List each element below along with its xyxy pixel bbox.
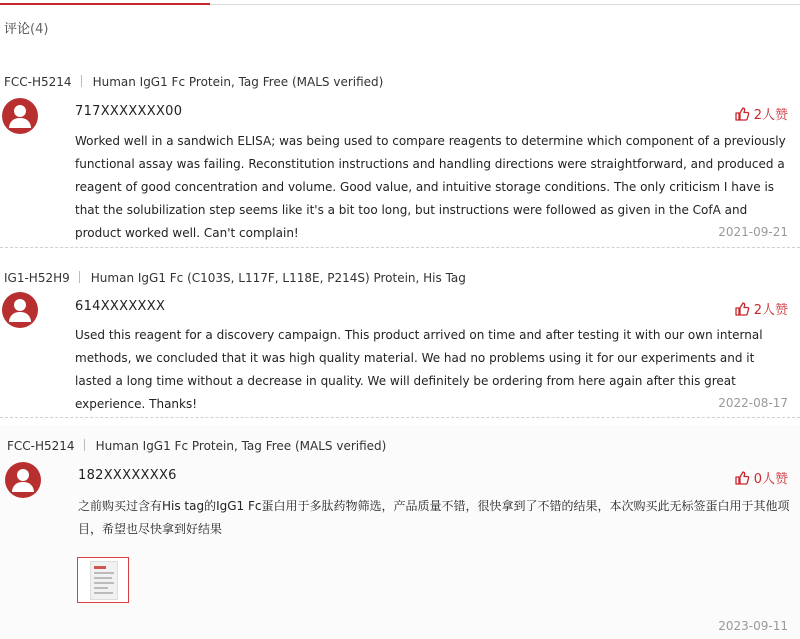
- active-tab-indicator: [0, 3, 210, 5]
- review-item: [0, 425, 800, 639]
- reviewer-id: 717XXXXXXX00: [75, 104, 183, 119]
- review-date: 2022-08-17: [718, 396, 788, 410]
- review-separator: [0, 247, 800, 248]
- like-count: 0人赞: [753, 472, 788, 487]
- product-line: [4, 271, 466, 285]
- product-code[interactable]: FCC-H5214: [7, 439, 75, 453]
- review-date: 2021-09-21: [718, 225, 788, 239]
- divider: [84, 439, 85, 451]
- product-name[interactable]: Human IgG1 Fc (C103S, L117F, L118E, P214S) Protein, His Tag: [90, 271, 466, 285]
- reviewer-id: 614XXXXXXX: [75, 299, 166, 314]
- divider: [81, 75, 82, 87]
- review-text: Worked well in a sandwich ELISA; was being used to compare reagents to determine which component of a previously functional assay was failing. Reconstitution instructions and handling directions were straightforward, and produced a reagent of good concentration and volume. Good value, and intuitive storage conditions. The only criticism I have is that the solubilization step seems like it's a bit too long, but instructions were followed as given in the CofA and product worked well. Can't complain!: [75, 134, 786, 240]
- thumbs-up-icon: [734, 106, 750, 122]
- reviews-heading-label: 评论: [4, 22, 31, 37]
- attachment-thumbnail[interactable]: [77, 557, 129, 603]
- product-name[interactable]: Human IgG1 Fc Protein, Tag Free (MALS verified): [92, 75, 384, 89]
- reviewer-id: 182XXXXXXX6: [78, 468, 177, 483]
- review-text: 之前购买过含有His tag的IgG1 Fc蛋白用于多肽药物筛选，产品质量不错，很快拿到了不错的结果，本次购买此无标签蛋白用于其他项目，希望也尽快拿到好结果: [78, 499, 790, 536]
- review-separator: [0, 417, 800, 418]
- like-button[interactable]: [734, 468, 788, 487]
- divider: [79, 271, 80, 283]
- user-avatar-icon: [2, 98, 38, 134]
- user-avatar-icon: [2, 292, 38, 328]
- like-button[interactable]: [734, 299, 788, 318]
- reviews-count: (4): [30, 22, 49, 37]
- like-count: 2人赞: [753, 108, 788, 123]
- product-code[interactable]: IG1-H52H9: [4, 271, 70, 285]
- review-date: 2023-09-11: [718, 619, 788, 633]
- review-item: [0, 66, 800, 248]
- review-item: [0, 262, 800, 418]
- thumbs-up-icon: [734, 470, 750, 486]
- product-name[interactable]: Human IgG1 Fc Protein, Tag Free (MALS verified): [95, 439, 387, 453]
- review-text: Used this reagent for a discovery campaign. This product arrived on time and after testing it with our own internal methods, we concluded that it was high quality material. We had no problems using it for our experiments and it lasted a long time without a decrease in quality. We will definitely be ordering from here again after this great experience. Thanks!: [75, 328, 763, 411]
- like-button[interactable]: [734, 104, 788, 123]
- product-code[interactable]: FCC-H5214: [4, 75, 72, 89]
- user-avatar-icon: [5, 462, 41, 498]
- like-count: 2人赞: [753, 303, 788, 318]
- thumbs-up-icon: [734, 301, 750, 317]
- reviews-heading: [4, 18, 48, 37]
- document-preview-icon: [90, 561, 118, 600]
- product-line: [7, 439, 386, 453]
- product-line: [4, 75, 383, 89]
